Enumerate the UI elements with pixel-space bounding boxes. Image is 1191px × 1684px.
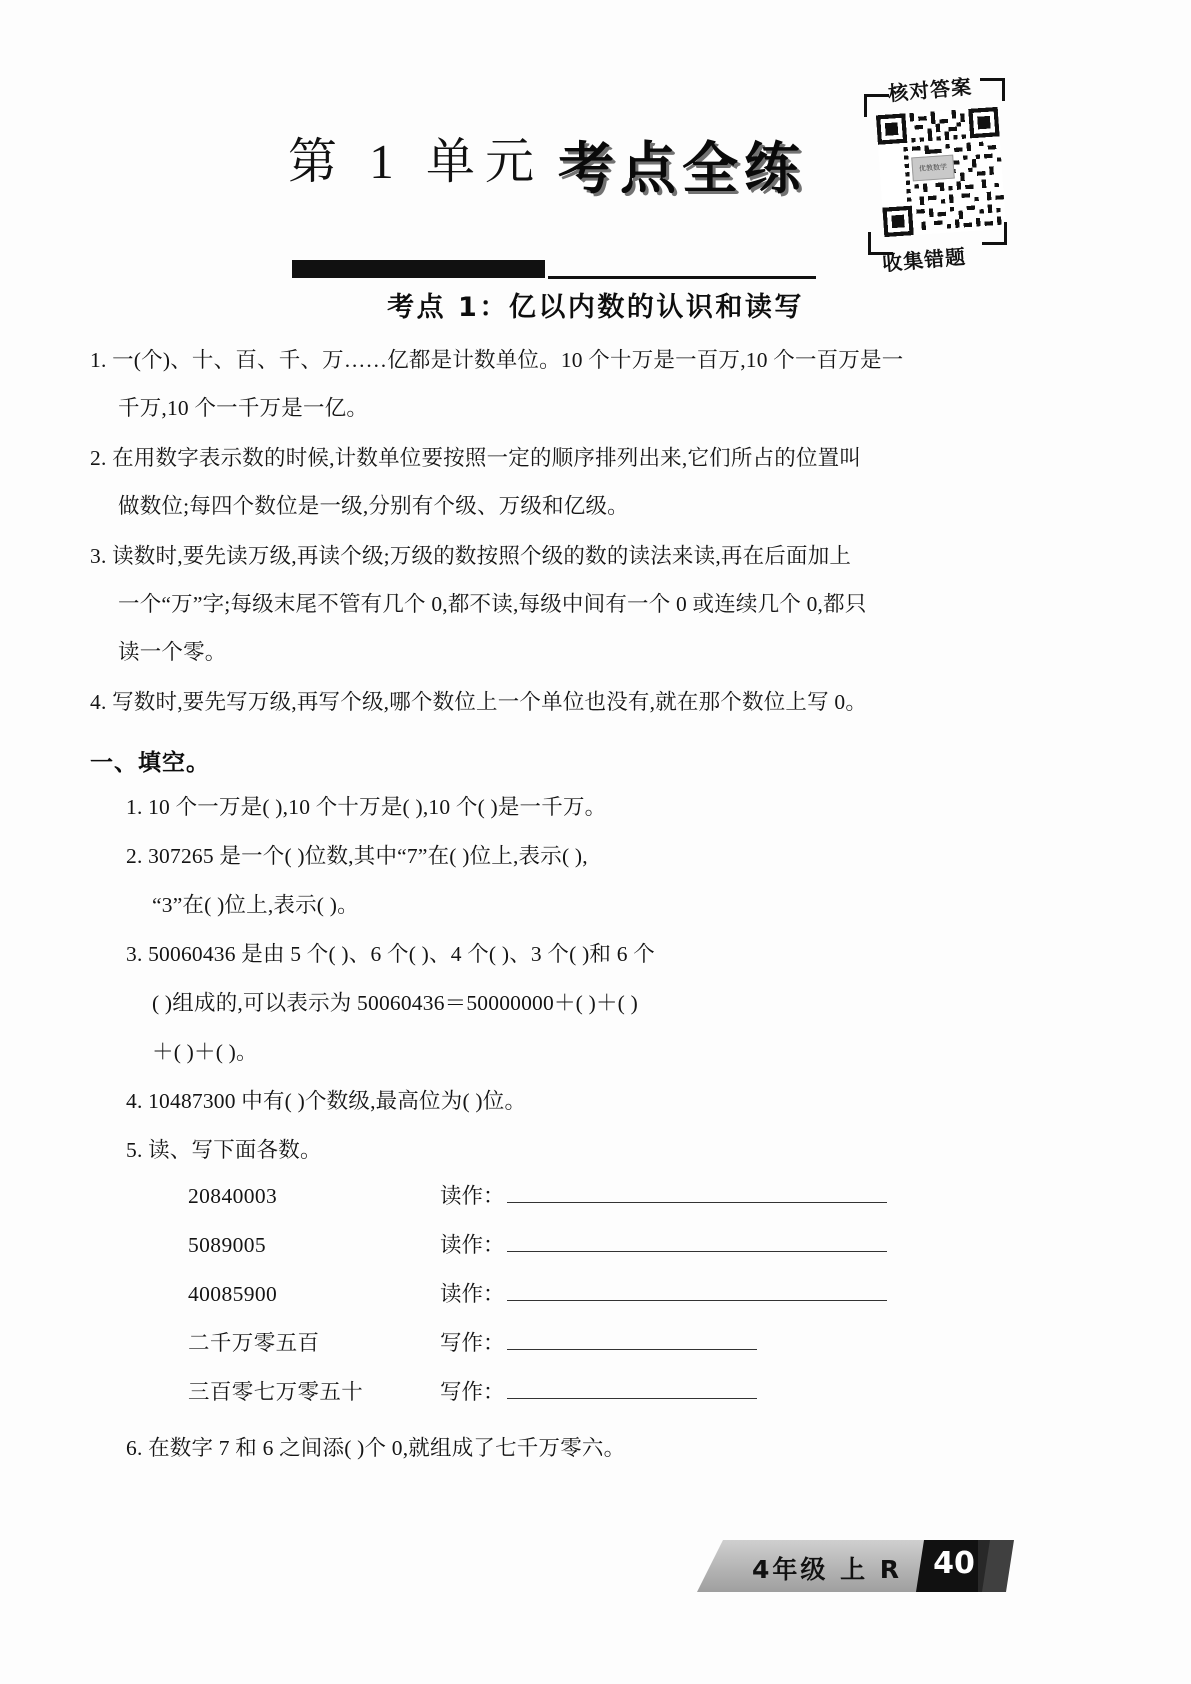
read-write-number: 5089005 [188, 1233, 267, 1257]
footer-tail-shape [978, 1540, 1014, 1592]
question-3-line-3: ＋( )＋( )。 [152, 1040, 258, 1064]
knowledge-point-2-line-2: 做数位;每四个数位是一级,分别有个级、万级和亿级。 [118, 494, 629, 518]
read-write-row[interactable] [188, 1277, 1102, 1326]
answer-blank-line[interactable] [507, 1279, 887, 1301]
question-2-line-2: “3”在( )位上,表示( )。 [152, 893, 359, 917]
page-footer [0, 1540, 1191, 1610]
read-write-list [126, 1179, 1102, 1424]
answer-blank-line[interactable] [507, 1328, 757, 1350]
question-5 [126, 1126, 1102, 1175]
knowledge-point-4 [90, 678, 1102, 726]
read-write-number: 三百零七万零五十 [188, 1380, 364, 1404]
knowledge-point-3-line-2: 一个“万”字;每级末尾不管有几个 0,都不读,每级中间有一个 0 或连续几个 0,都只 [118, 592, 867, 616]
slogan-underline [548, 276, 816, 279]
question-4[interactable] [126, 1077, 1102, 1126]
unit-slogan: 考点全练 [558, 137, 807, 202]
read-write-number: 40085900 [188, 1282, 278, 1306]
question-2[interactable] [126, 832, 1102, 930]
question-list [90, 783, 1102, 1473]
section-label-fill-in: 一、填空。 [90, 750, 210, 776]
read-write-number: 20840003 [188, 1184, 278, 1208]
answer-blank-line[interactable] [507, 1377, 757, 1399]
footer-grade-label: 4年级 上 R [752, 1555, 903, 1584]
answer-blank-line[interactable] [507, 1230, 887, 1252]
question-2-line-1: 2. 307265 是一个( )位数,其中“7”在( )位上,表示( ), [126, 844, 588, 868]
read-write-tag: 写作： [440, 1380, 505, 1404]
read-write-row[interactable] [188, 1179, 1102, 1228]
question-3-line-1: 3. 50060436 是由 5 个( )、6 个( )、4 个( )、3 个( )和 6 个 [126, 942, 655, 966]
knowledge-point-3-line-1: 3. 读数时,要先读万级,再读个级;万级的数按照个级的数的读法来读,再在后面加上 [90, 544, 852, 568]
read-write-row[interactable] [188, 1326, 1102, 1375]
knowledge-point-1-line-1: 1. 一(个)、十、百、千、万……亿都是计数单位。10 个十万是一百万,10 个一百万是一 [90, 348, 904, 372]
qr-badge[interactable] [856, 72, 1008, 282]
question-1-line-1: 1. 10 个一万是( ),10 个十万是( ),10 个( )是一千万。 [126, 795, 607, 819]
read-write-tag: 写作： [440, 1331, 505, 1355]
knowledge-point-1-line-2: 千万,10 个一千万是一亿。 [118, 396, 369, 420]
knowledge-point-1 [90, 336, 1102, 432]
question-1[interactable] [126, 783, 1102, 832]
unit-title [288, 130, 807, 202]
unit-label: 第 1 单元 [288, 134, 545, 189]
knowledge-point-4-line-1: 4. 写数时,要先写万级,再写个级,哪个数位上一个单位也没有,就在那个数位上写 0。 [90, 690, 868, 714]
read-write-row[interactable] [188, 1375, 1102, 1424]
answer-blank-line[interactable] [507, 1181, 887, 1203]
footer-page-number: 40 [933, 1546, 975, 1581]
read-write-tag: 读作： [440, 1282, 505, 1306]
question-6-line-1: 6. 在数字 7 和 6 之间添( )个 0,就组成了七千万零六。 [126, 1436, 626, 1460]
read-write-row[interactable] [188, 1228, 1102, 1277]
unit-title-underbar [292, 260, 545, 278]
question-6[interactable] [126, 1424, 1102, 1473]
question-4-line-1: 4. 10487300 中有( )个数级,最高位为( )位。 [126, 1089, 527, 1113]
question-3[interactable] [126, 930, 1102, 1077]
qr-caption-top: 核对答案 [887, 74, 974, 106]
read-write-tag: 读作： [440, 1233, 505, 1257]
read-write-number: 二千万零五百 [188, 1331, 320, 1355]
worksheet-body [90, 336, 1102, 1473]
qr-caption-bottom: 收集错题 [881, 244, 968, 276]
kaodian-heading: 考点 1：亿以内数的认识和读写 [387, 292, 804, 323]
knowledge-point-2 [90, 434, 1102, 530]
page-header [0, 60, 1191, 290]
question-3-line-2: ( )组成的,可以表示为 50060436＝50000000＋( )＋( ) [152, 991, 638, 1015]
question-5-line-1: 5. 读、写下面各数。 [126, 1138, 322, 1162]
qr-bracket-bottom-right-icon [982, 222, 1007, 245]
read-write-tag: 读作： [440, 1184, 505, 1208]
knowledge-point-3-line-3: 读一个零。 [118, 640, 227, 664]
knowledge-point-3 [90, 532, 1102, 676]
knowledge-point-2-line-1: 2. 在用数字表示数的时候,计数单位要按照一定的顺序排列出来,它们所占的位置叫 [90, 446, 862, 470]
qr-center-logo: 优教数学 [911, 155, 955, 182]
